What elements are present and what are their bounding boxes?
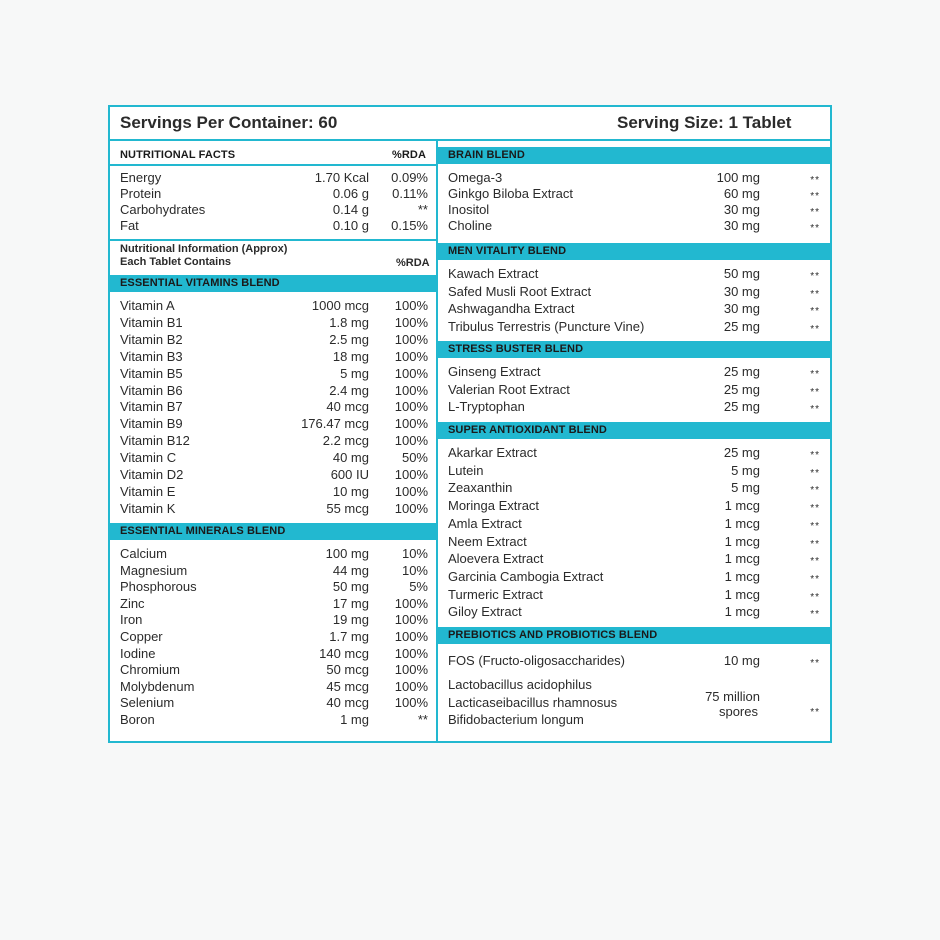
ingredient-name: Akarkar Extract bbox=[448, 445, 537, 460]
ingredient-amount: 1 mcg bbox=[724, 604, 760, 620]
ingredient-name: Calcium bbox=[120, 546, 167, 561]
ingredient-amount: 1 mcg bbox=[724, 498, 760, 514]
ingredient-amount: 40 mcg bbox=[326, 695, 369, 711]
ingredient-name: Carbohydrates bbox=[120, 202, 206, 217]
mineral-row bbox=[110, 695, 436, 711]
ingredient-amount: 0.14 g bbox=[332, 202, 369, 217]
vitamin-row bbox=[110, 450, 436, 466]
stress-header-title: STRESS BUSTER BLEND bbox=[448, 343, 584, 355]
ingredient-rda: ** bbox=[810, 485, 820, 497]
probiotics-header bbox=[438, 627, 830, 644]
ingredient-rda: 100% bbox=[394, 695, 428, 711]
vitamin-row bbox=[110, 484, 436, 500]
brain-header-title: BRAIN BLEND bbox=[448, 149, 525, 161]
brain-row bbox=[438, 170, 830, 186]
ingredient-rda: 100% bbox=[394, 365, 428, 381]
ingredient-name: Zinc bbox=[120, 595, 145, 611]
men-row bbox=[438, 266, 830, 282]
ingredient-amount: 17 mg bbox=[332, 595, 369, 611]
ingredient-rda: ** bbox=[810, 288, 820, 300]
ingredient-amount: 19 mg bbox=[332, 612, 369, 628]
ingredient-amount: 0.10 g bbox=[332, 218, 369, 233]
ingredient-amount: 25 mg bbox=[723, 364, 760, 379]
ingredient-amount: 50 mg bbox=[723, 266, 760, 281]
vitamin-row bbox=[110, 298, 436, 314]
vitamin-row bbox=[110, 467, 436, 483]
antioxidant-row bbox=[438, 569, 830, 585]
men-header-title: MEN VITALITY BLEND bbox=[448, 245, 567, 257]
ingredient-name: Ginseng Extract bbox=[448, 364, 541, 379]
ingredient-rda: 100% bbox=[394, 467, 428, 482]
vitamins-header bbox=[110, 275, 436, 292]
ingredient-name: Omega-3 bbox=[448, 170, 503, 185]
ingredient-name: Choline bbox=[448, 218, 493, 233]
info-line-1: Nutritional Information (Approx) bbox=[120, 243, 288, 255]
ingredient-name: Lutein bbox=[448, 462, 484, 478]
mineral-row bbox=[110, 712, 436, 728]
info-line-2: Each Tablet Contains bbox=[120, 256, 232, 268]
mineral-row bbox=[110, 579, 436, 595]
ingredient-name: Molybdenum bbox=[120, 678, 195, 694]
ingredient-rda: ** bbox=[810, 520, 820, 532]
brain-header bbox=[438, 147, 830, 164]
rda-label: %RDA bbox=[392, 149, 427, 161]
nutritional-facts-header bbox=[110, 147, 436, 166]
serving-header bbox=[110, 107, 830, 141]
ingredient-name: Turmeric Extract bbox=[448, 586, 543, 602]
ingredient-name: Ginkgo Biloba Extract bbox=[448, 186, 574, 201]
ingredient-rda: ** bbox=[810, 591, 820, 603]
ingredient-rda: ** bbox=[417, 202, 428, 217]
mineral-row bbox=[110, 629, 436, 645]
ingredient-amount: 75 million bbox=[705, 689, 760, 704]
antioxidant-row bbox=[438, 498, 830, 514]
mineral-row bbox=[110, 662, 436, 678]
ingredient-amount: 25 mg bbox=[723, 399, 760, 414]
ingredient-rda: ** bbox=[810, 573, 820, 585]
ingredient-name: Vitamin K bbox=[120, 500, 176, 516]
ingredient-amount: 1 mcg bbox=[724, 533, 760, 549]
men-row bbox=[438, 284, 830, 300]
ingredient-amount: 40 mg bbox=[332, 450, 369, 466]
minerals-header bbox=[110, 523, 436, 540]
mineral-row bbox=[110, 612, 436, 628]
ingredient-amount: 45 mcg bbox=[326, 678, 369, 694]
stress-row bbox=[438, 364, 830, 380]
vitamin-row bbox=[110, 315, 436, 331]
serving-size: Serving Size: 1 Tablet bbox=[617, 113, 792, 132]
minerals-header-title: ESSENTIAL MINERALS BLEND bbox=[120, 525, 286, 537]
stress-row bbox=[438, 382, 830, 398]
ingredient-name: Lactobacillus acidophilus bbox=[448, 677, 592, 692]
ingredient-rda: 100% bbox=[394, 500, 428, 516]
ingredient-rda: ** bbox=[810, 191, 820, 202]
info-rda-label: %RDA bbox=[396, 257, 430, 269]
ingredient-name: Vitamin E bbox=[120, 483, 176, 499]
right-column bbox=[438, 141, 830, 741]
ingredient-name: Ashwagandha Extract bbox=[448, 301, 575, 316]
vitamin-row bbox=[110, 416, 436, 432]
ingredient-name: Chromium bbox=[120, 662, 180, 678]
strain-rda bbox=[438, 702, 830, 718]
ingredient-amount: 5 mg bbox=[731, 462, 760, 478]
ingredient-rda: 100% bbox=[394, 629, 428, 644]
ingredient-name: Aloevera Extract bbox=[448, 551, 544, 567]
ingredient-name: Zeaxanthin bbox=[448, 480, 513, 496]
mineral-row bbox=[110, 563, 436, 579]
men-header bbox=[438, 243, 830, 260]
ingredient-rda: ** bbox=[810, 207, 820, 218]
ingredient-name: Garcinia Cambogia Extract bbox=[448, 568, 604, 584]
ingredient-rda: 100% bbox=[394, 645, 428, 661]
ingredient-name: Vitamin B12 bbox=[120, 433, 190, 449]
ingredient-rda: ** bbox=[810, 175, 820, 186]
antioxidant-row bbox=[438, 587, 830, 603]
ingredient-name: Fat bbox=[120, 218, 139, 233]
mineral-row bbox=[110, 679, 436, 695]
ingredient-name: Selenium bbox=[120, 695, 175, 711]
mineral-row bbox=[110, 646, 436, 662]
ingredient-amount: 10 mg bbox=[332, 483, 369, 499]
ingredient-name: L-Tryptophan bbox=[448, 399, 525, 414]
ingredient-name: FOS (Fructo-oligosaccharides) bbox=[448, 653, 625, 668]
antioxidant-row bbox=[438, 551, 830, 567]
ingredient-rda: ** bbox=[810, 271, 820, 282]
ingredient-amount: 140 mcg bbox=[319, 645, 369, 661]
ingredient-name: Giloy Extract bbox=[448, 604, 522, 620]
antioxidant-row bbox=[438, 445, 830, 461]
ingredient-rda: ** bbox=[810, 369, 820, 380]
vitamin-row bbox=[110, 349, 436, 365]
ingredient-rda: 100% bbox=[394, 314, 428, 330]
ingredient-rda: 100% bbox=[394, 678, 428, 694]
ingredient-rda: 100% bbox=[394, 331, 428, 347]
ingredient-rda: 100% bbox=[394, 662, 428, 678]
ingredient-amount: 18 mg bbox=[332, 348, 369, 364]
ingredient-rda: 100% bbox=[394, 595, 428, 611]
ingredient-amount: 1.7 mg bbox=[329, 629, 369, 644]
ingredient-rda: ** bbox=[810, 556, 820, 568]
ingredient-rda: 5% bbox=[409, 579, 428, 595]
ingredient-name: Phosphorous bbox=[120, 579, 197, 595]
ingredient-amount: 50 mcg bbox=[326, 662, 369, 678]
probiotic-row bbox=[438, 653, 830, 669]
ingredient-amount: 1.70 Kcal bbox=[314, 170, 369, 185]
ingredient-rda: 100% bbox=[394, 298, 428, 313]
antioxidant-header bbox=[438, 422, 830, 439]
ingredient-amount: 1 mcg bbox=[724, 568, 760, 584]
ingredient-rda: ** bbox=[810, 503, 820, 515]
ingredient-amount: 40 mcg bbox=[326, 399, 369, 415]
ingredient-name: Iron bbox=[120, 612, 143, 628]
ingredient-name: Copper bbox=[120, 629, 163, 644]
brain-row bbox=[438, 186, 830, 202]
men-row bbox=[438, 301, 830, 317]
ingredient-name: Valerian Root Extract bbox=[448, 381, 570, 397]
vitamin-row bbox=[110, 383, 436, 399]
ingredient-amount: 1.8 mg bbox=[329, 314, 369, 330]
ingredient-amount: 5 mg bbox=[731, 480, 760, 496]
ingredient-amount: 600 IU bbox=[330, 467, 369, 482]
vitamin-row bbox=[110, 433, 436, 449]
ingredient-name: Vitamin A bbox=[120, 298, 175, 313]
ingredient-amount: 25 mg bbox=[723, 381, 760, 397]
ingredient-name: Energy bbox=[120, 170, 162, 185]
ingredient-name: Neem Extract bbox=[448, 533, 527, 549]
ingredient-name: Vitamin C bbox=[120, 450, 177, 466]
ingredient-amount: 1 mg bbox=[340, 712, 369, 727]
ingredient-name: Moringa Extract bbox=[448, 498, 540, 514]
ingredient-rda: 100% bbox=[394, 416, 428, 432]
stress-row bbox=[438, 399, 830, 415]
left-column bbox=[110, 141, 436, 741]
ingredient-rda: 100% bbox=[394, 382, 428, 398]
ingredient-rda: ** bbox=[810, 323, 820, 335]
ingredient-amount: 1 mcg bbox=[724, 515, 760, 531]
servings-per-container: Servings Per Container: 60 bbox=[120, 113, 338, 132]
ingredient-name: Vitamin B7 bbox=[120, 399, 183, 415]
ingredient-amount: 25 mg bbox=[723, 318, 760, 334]
ingredient-rda: ** bbox=[810, 467, 820, 479]
ingredient-amount: 1 mcg bbox=[724, 586, 760, 602]
nutritional-facts-title: NUTRITIONAL FACTS bbox=[120, 149, 236, 161]
ingredient-rda: ** bbox=[810, 658, 820, 669]
probiotics-header-title: PREBIOTICS AND PROBIOTICS BLEND bbox=[448, 629, 658, 641]
ingredient-rda: 100% bbox=[394, 433, 428, 449]
ingredient-rda: 100% bbox=[394, 399, 428, 415]
ingredient-rda: ** bbox=[810, 404, 820, 415]
ingredient-rda: 10% bbox=[401, 562, 428, 578]
ingredient-rda: 0.09% bbox=[391, 170, 428, 185]
ingredient-amount: 44 mg bbox=[332, 562, 369, 578]
ingredient-amount: 100 mg bbox=[716, 170, 760, 185]
ingredient-name: Amla Extract bbox=[448, 515, 522, 531]
ingredient-amount: 30 mg bbox=[723, 202, 760, 217]
ingredient-name: Protein bbox=[120, 186, 162, 201]
ingredient-rda: ** bbox=[810, 707, 820, 718]
brain-row bbox=[438, 202, 830, 218]
ingredient-rda: ** bbox=[810, 223, 820, 234]
antioxidant-row bbox=[438, 604, 830, 620]
mineral-row bbox=[110, 596, 436, 612]
vitamin-row bbox=[110, 332, 436, 348]
antioxidant-row bbox=[438, 463, 830, 479]
ingredient-name: Vitamin D2 bbox=[120, 467, 184, 482]
ingredient-name: Magnesium bbox=[120, 562, 188, 578]
ingredient-rda: ** bbox=[810, 450, 820, 461]
ingredient-amount: 176.47 mcg bbox=[301, 416, 369, 432]
ingredient-rda: 0.11% bbox=[392, 186, 428, 201]
ingredient-amount: 55 mcg bbox=[326, 500, 369, 516]
vitamin-row bbox=[110, 399, 436, 415]
ingredient-rda: 10% bbox=[401, 546, 428, 561]
nutrition-row bbox=[110, 202, 436, 218]
ingredient-amount: 30 mg bbox=[723, 283, 760, 299]
ingredient-rda: ** bbox=[810, 306, 820, 317]
vitamins-header-title: ESSENTIAL VITAMINS BLEND bbox=[120, 277, 280, 289]
ingredient-name: Vitamin B3 bbox=[120, 348, 183, 364]
ingredient-name: Vitamin B2 bbox=[120, 331, 183, 347]
ingredient-amount: 2.2 mcg bbox=[322, 433, 369, 449]
antioxidant-row bbox=[438, 534, 830, 550]
ingredient-amount: 2.5 mg bbox=[329, 331, 369, 347]
ingredient-amount: 30 mg bbox=[723, 218, 760, 233]
ingredient-name: Kawach Extract bbox=[448, 266, 539, 281]
ingredient-name: Vitamin B6 bbox=[120, 382, 183, 398]
ingredient-rda: ** bbox=[810, 609, 820, 621]
ingredient-rda: 100% bbox=[394, 348, 428, 364]
ingredient-amount: 1000 mcg bbox=[311, 298, 369, 313]
ingredient-rda: ** bbox=[417, 712, 428, 727]
divider bbox=[110, 239, 436, 241]
ingredient-name: Lacticaseibacillus rhamnosus bbox=[448, 694, 618, 710]
antioxidant-row bbox=[438, 516, 830, 532]
ingredient-rda: ** bbox=[810, 386, 820, 398]
ingredient-name: Vitamin B5 bbox=[120, 365, 183, 381]
nutrition-row bbox=[110, 186, 436, 202]
mineral-row bbox=[110, 546, 436, 562]
ingredient-amount: 25 mg bbox=[723, 445, 760, 460]
ingredient-name: Vitamin B9 bbox=[120, 416, 183, 432]
ingredient-rda: 0.15% bbox=[391, 218, 428, 233]
ingredient-name: Vitamin B1 bbox=[120, 314, 183, 330]
ingredient-name: Iodine bbox=[120, 645, 156, 661]
ingredient-rda: 100% bbox=[394, 612, 428, 628]
ingredient-amount: spores bbox=[718, 704, 758, 719]
ingredient-amount: 0.06 g bbox=[332, 186, 369, 201]
ingredient-amount: 2.4 mg bbox=[329, 382, 369, 398]
ingredient-rda: 50% bbox=[401, 450, 428, 466]
ingredient-name: Tribulus Terrestris (Puncture Vine) bbox=[448, 318, 645, 334]
nutrition-row bbox=[110, 170, 436, 186]
supplement-facts-panel bbox=[108, 105, 832, 743]
ingredient-amount: 100 mg bbox=[325, 546, 369, 561]
ingredient-amount: 50 mg bbox=[332, 579, 369, 595]
stress-header bbox=[438, 341, 830, 358]
men-row bbox=[438, 319, 830, 335]
vitamin-row bbox=[110, 501, 436, 517]
brain-row bbox=[438, 218, 830, 234]
ingredient-name: Safed Musli Root Extract bbox=[448, 283, 592, 299]
nutrition-row bbox=[110, 218, 436, 234]
antioxidant-row bbox=[438, 480, 830, 496]
ingredient-name: Boron bbox=[120, 712, 155, 727]
ingredient-amount: 10 mg bbox=[723, 653, 760, 668]
ingredient-rda: 100% bbox=[394, 483, 428, 499]
ingredient-amount: 5 mg bbox=[340, 365, 369, 381]
ingredient-amount: 30 mg bbox=[723, 301, 760, 316]
ingredient-name: Inositol bbox=[448, 202, 490, 217]
ingredient-amount: 1 mcg bbox=[724, 551, 760, 567]
ingredient-rda: ** bbox=[810, 538, 820, 550]
ingredient-amount: 60 mg bbox=[723, 186, 760, 201]
ingredient-name: Bifidobacterium longum bbox=[448, 712, 584, 727]
antioxidant-header-title: SUPER ANTIOXIDANT BLEND bbox=[448, 424, 607, 436]
vitamin-row bbox=[110, 366, 436, 382]
